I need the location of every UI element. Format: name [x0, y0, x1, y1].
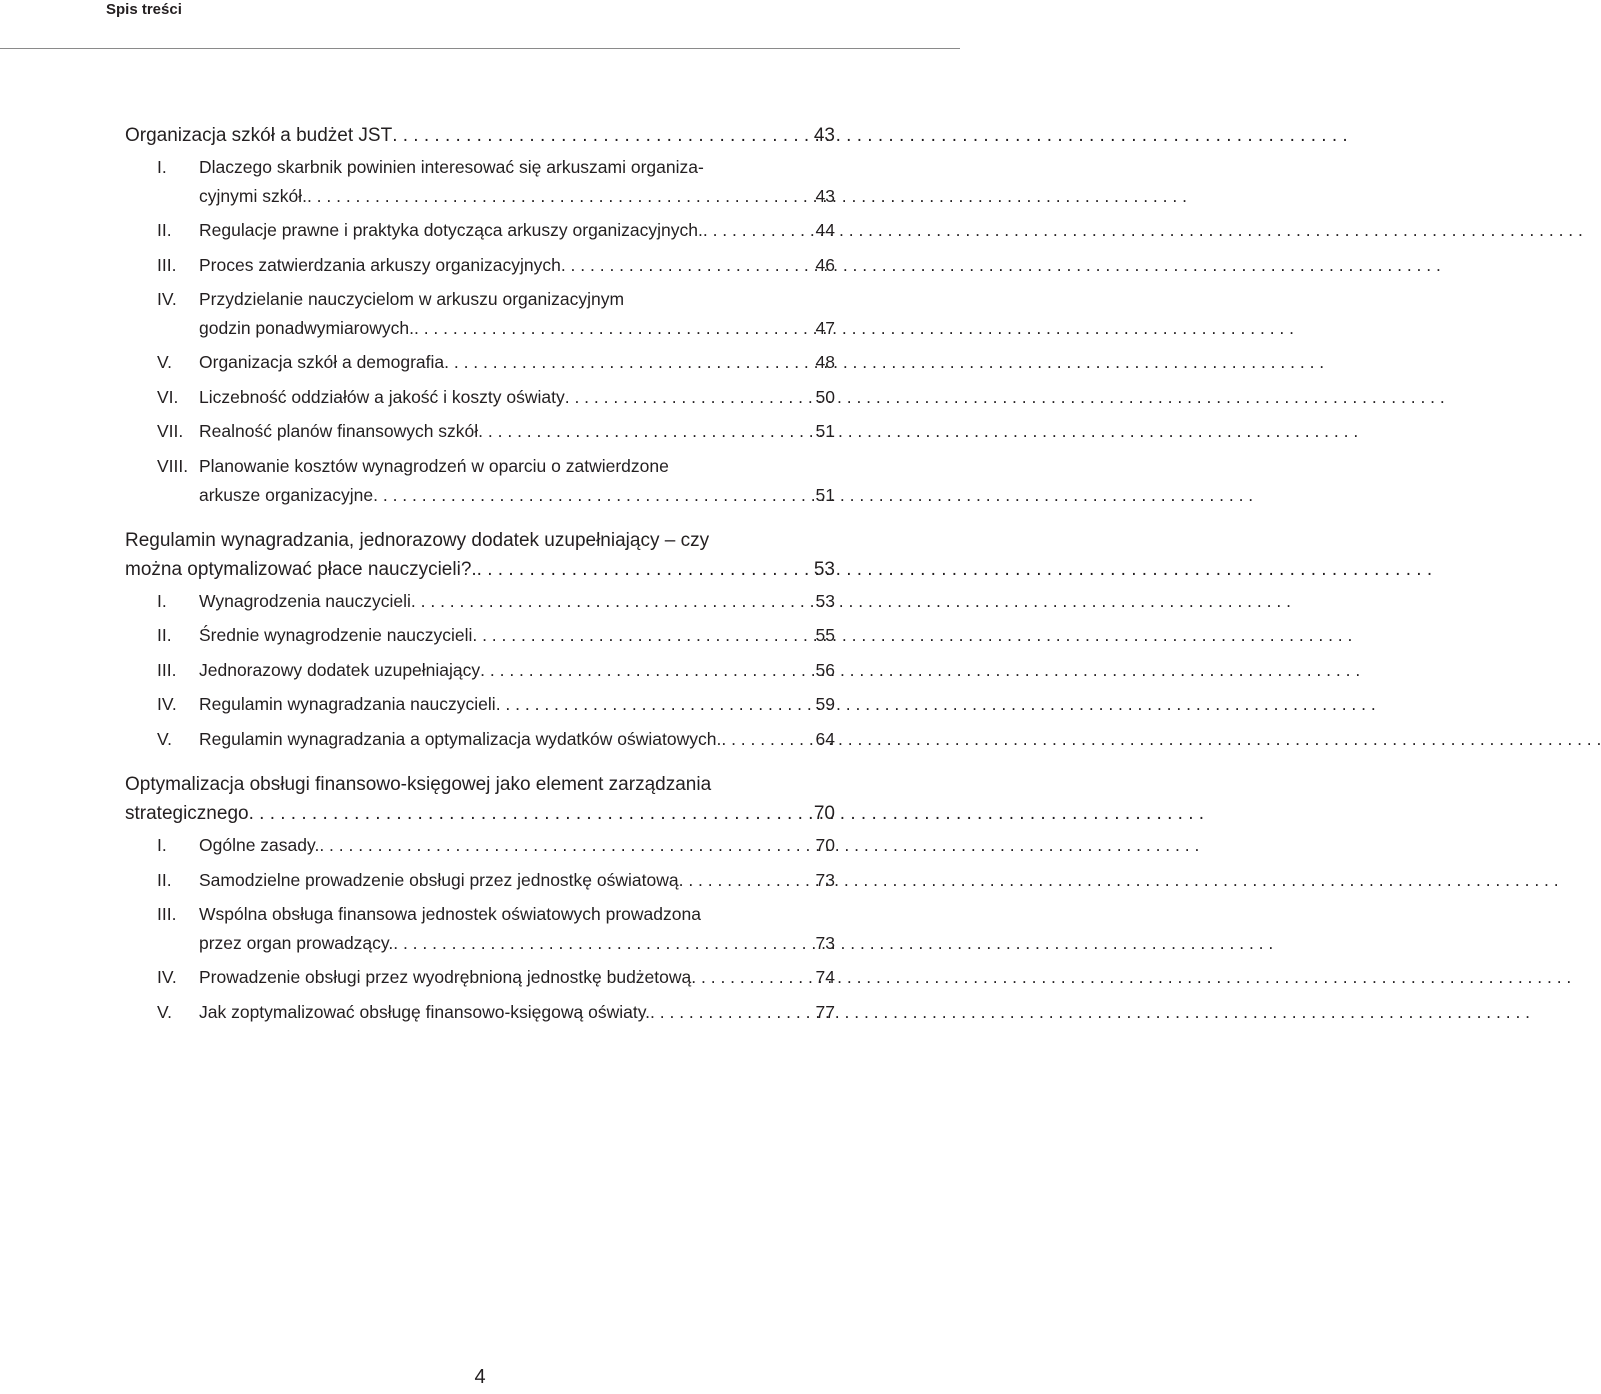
toc-entry[interactable]	[125, 150, 835, 213]
dot-leader	[444, 345, 815, 380]
running-header: Spis treści	[106, 1, 182, 18]
section-title[interactable]	[125, 526, 835, 584]
dot-leader	[477, 555, 814, 584]
dot-leader	[721, 722, 815, 757]
entry-leader-line	[199, 248, 835, 283]
toc-entry[interactable]	[125, 282, 835, 345]
entry-label: Średnie wynagrodzenie nauczycieli	[199, 625, 473, 645]
entry-page-number: 55	[815, 625, 835, 645]
entry-text-line: Planowanie kosztów wynagrodzeń w oparciu o zatwierdzone	[199, 455, 669, 476]
entry-label: godzin ponadwymiarowych.	[199, 318, 414, 338]
entry-page-number: 59	[815, 694, 835, 714]
entry-leader-line	[199, 414, 835, 449]
entry-text	[199, 345, 835, 380]
entry-text	[199, 248, 835, 283]
entry-label: Jednorazowy dodatek uzupełniający	[199, 659, 481, 680]
dot-leader	[703, 213, 816, 248]
entry-roman-numeral: II.	[157, 869, 172, 890]
dot-leader	[565, 380, 816, 415]
entry-text-line: Przydzielanie nauczycielom w arkuszu organizacyjnym	[199, 289, 625, 309]
section-title-leader-line	[125, 121, 835, 150]
entry-leader-line	[199, 687, 835, 722]
toc-entry[interactable]	[125, 897, 835, 960]
dot-leader	[478, 414, 815, 449]
entry-roman-numeral: III.	[157, 254, 177, 275]
dot-leader	[472, 618, 815, 653]
toc-entry[interactable]	[125, 618, 835, 653]
entry-leader-line	[199, 828, 835, 863]
entry-label: Regulacje prawne i praktyka dotycząca arkuszy organizacyjnych.	[199, 220, 703, 240]
entry-text	[199, 213, 835, 248]
dot-leader	[679, 863, 816, 898]
entry-text-line: Dlaczego skarbnik powinien interesować się arkuszami organiza-	[199, 157, 704, 177]
toc-entry[interactable]	[125, 722, 835, 757]
section-title-line: Optymalizacja obsługi finansowo-księgowej jako element zarządzania	[125, 774, 712, 795]
entry-page-number: 51	[815, 421, 835, 441]
entry-roman-numeral: VII.	[157, 421, 184, 441]
entry-label: cyjnymi szkół.	[199, 186, 307, 206]
dot-leader	[249, 799, 814, 828]
entry-text	[199, 687, 835, 722]
entry-roman-numeral: I.	[157, 590, 167, 611]
entry-leader-line	[199, 863, 835, 898]
entry-label: Liczebność oddziałów a jakość i koszty oświaty	[199, 386, 565, 407]
toc-entry[interactable]	[125, 995, 835, 1030]
entry-label: arkusze organizacyjne	[199, 484, 374, 505]
entry-label: przez organ prowadzący.	[199, 933, 394, 953]
entry-page-number: 48	[815, 352, 835, 372]
toc-entry[interactable]	[125, 584, 835, 619]
entry-label: Regulamin wynagradzania nauczycieli	[199, 694, 496, 714]
entry-leader-line	[199, 345, 835, 380]
dot-leader	[373, 481, 815, 510]
dot-leader	[691, 960, 815, 995]
entry-roman-numeral: V.	[157, 728, 172, 749]
entry-roman-numeral: II.	[157, 220, 172, 240]
entry-leader-line	[199, 182, 835, 211]
entry-leader-line	[199, 722, 835, 757]
entry-leader-line	[199, 929, 835, 958]
entry-page-number: 44	[815, 220, 835, 240]
toc-entry[interactable]	[125, 380, 835, 415]
dot-leader	[319, 828, 815, 863]
toc-section	[125, 770, 835, 1029]
section-page-number: 53	[813, 558, 835, 580]
entry-label: Jak zoptymalizować obsługę finansowo-księgową oświaty.	[199, 1001, 651, 1022]
entry-leader-line	[199, 995, 835, 1030]
entry-leader-line	[199, 584, 835, 619]
entry-roman-numeral: IV.	[157, 967, 177, 987]
entry-label: Samodzielne prowadzenie obsługi przez jednostkę oświatową	[199, 869, 679, 890]
dot-leader	[393, 929, 815, 958]
entry-text	[199, 722, 835, 757]
entry-text	[199, 995, 835, 1030]
entry-roman-numeral: V.	[157, 1001, 172, 1022]
entry-page-number: 73	[815, 933, 835, 953]
entry-roman-numeral: II.	[157, 625, 172, 645]
section-page-number: 70	[813, 803, 835, 824]
entry-text	[199, 380, 835, 415]
entry-label: Wynagrodzenia nauczycieli	[199, 590, 411, 611]
toc-entry[interactable]	[125, 863, 835, 898]
entry-leader-line	[199, 653, 835, 688]
entry-label: Realność planów finansowych szkół	[199, 421, 479, 441]
entry-label: Proces zatwierdzania arkuszy organizacyjnych	[199, 254, 561, 275]
dot-leader	[411, 584, 816, 619]
entry-text	[199, 285, 835, 343]
dot-leader	[496, 687, 816, 722]
entry-leader-line	[199, 380, 835, 415]
toc-entry[interactable]	[125, 687, 835, 722]
entry-roman-numeral: I.	[157, 835, 167, 855]
entry-roman-numeral: IV.	[157, 289, 177, 309]
toc-entry[interactable]	[125, 414, 835, 449]
entry-roman-numeral: VI.	[157, 386, 179, 407]
entry-label: Organizacja szkół a demografia	[199, 352, 445, 372]
dot-leader	[414, 314, 816, 343]
entry-text	[199, 414, 835, 449]
entry-text	[199, 900, 835, 958]
page-number: 4	[474, 1366, 486, 1388]
entry-roman-numeral: I.	[157, 157, 167, 177]
entry-label: Prowadzenie obsługi przez wyodrębnioną jednostkę budżetową	[199, 967, 692, 987]
dot-leader	[561, 248, 816, 283]
header-rule	[0, 48, 960, 49]
entry-roman-numeral: III.	[157, 904, 177, 924]
entry-leader-line	[199, 314, 835, 343]
dot-leader	[480, 653, 815, 688]
toc-entry[interactable]	[125, 248, 835, 283]
entry-text	[199, 653, 835, 688]
entry-roman-numeral: V.	[157, 352, 172, 372]
section-title-line: Regulamin wynagradzania, jednorazowy dodatek uzupełniający – czy	[125, 529, 710, 551]
entry-leader-line	[199, 960, 835, 995]
toc-entry[interactable]	[125, 653, 835, 688]
entry-leader-line	[199, 618, 835, 653]
entry-label: Regulamin wynagradzania a optymalizacja wydatków oświatowych.	[199, 728, 722, 749]
entry-roman-numeral: IV.	[157, 694, 177, 714]
entry-page-number: 53	[815, 590, 835, 611]
dot-leader	[650, 995, 816, 1030]
entry-page-number: 43	[815, 186, 835, 206]
entry-text	[199, 153, 835, 211]
dot-leader	[392, 121, 814, 150]
dot-leader	[307, 182, 816, 211]
entry-page-number: 56	[815, 659, 835, 680]
entry-leader-line	[199, 481, 835, 510]
toc-entry[interactable]	[125, 828, 835, 863]
section-title-leader-line	[125, 555, 835, 584]
toc-entry[interactable]	[125, 213, 835, 248]
entry-text	[199, 960, 835, 995]
section-title[interactable]	[125, 121, 835, 150]
entry-page-number: 47	[815, 318, 835, 338]
entry-text	[199, 618, 835, 653]
section-title-text: Organizacja szkół a budżet JST	[125, 125, 393, 146]
entry-page-number: 64	[815, 728, 835, 749]
entry-page-number: 51	[815, 484, 835, 505]
toc-entry[interactable]	[125, 345, 835, 380]
entry-page-number: 74	[815, 967, 835, 987]
toc-section	[125, 526, 835, 757]
section-title[interactable]	[125, 770, 835, 828]
entry-text	[199, 584, 835, 619]
entry-page-number: 73	[815, 869, 835, 890]
toc-entry[interactable]	[125, 960, 835, 995]
toc-section	[125, 121, 835, 512]
section-page-number: 43	[813, 125, 835, 146]
entry-roman-numeral: VIII.	[157, 455, 189, 476]
entry-text	[199, 828, 835, 863]
entry-text	[199, 452, 835, 510]
entry-text-line: Wspólna obsługa finansowa jednostek oświatowych prowadzona	[199, 904, 701, 924]
entry-leader-line	[199, 213, 835, 248]
section-title-leader-line	[125, 799, 835, 828]
entry-label: Ogólne zasady.	[199, 835, 320, 855]
section-title-text: można optymalizować płace nauczycieli?.	[125, 558, 477, 580]
entry-page-number: 70	[815, 835, 835, 855]
table-of-contents	[125, 121, 835, 1029]
entry-text	[199, 863, 835, 898]
entry-page-number: 77	[815, 1001, 835, 1022]
section-title-text: strategicznego	[125, 803, 249, 824]
toc-entry[interactable]	[125, 449, 835, 512]
entry-roman-numeral: III.	[157, 659, 177, 680]
entry-page-number: 46	[815, 254, 835, 275]
entry-page-number: 50	[815, 386, 835, 407]
